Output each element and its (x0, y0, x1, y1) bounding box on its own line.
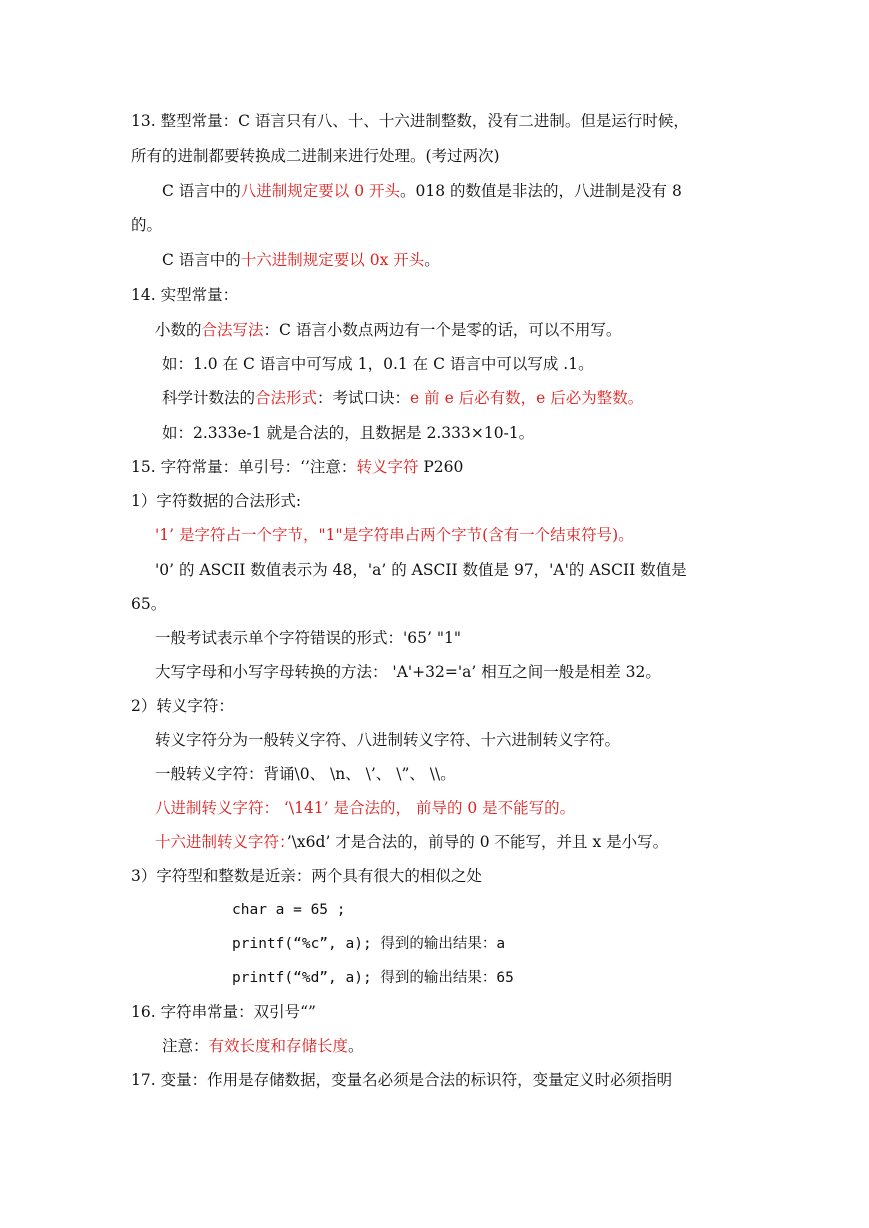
char-legal-form-heading: 1）字符数据的合法形式: (131, 492, 302, 510)
ascii-values-continuation: 65。 (131, 595, 167, 613)
item-17-heading: 17. 变量：作用是存储数据，变量名必须是合法的标识符，变量定义时必须指明 (131, 1071, 673, 1089)
code-line-3: printf(“%d”, a); 得到的输出结果：65 (232, 970, 514, 986)
scientific-rule-line (162, 388, 643, 408)
item-13-line1: 13. 整型常量：C 语言只有八、十、十六进制整数，没有二进制。但是运行时候， (131, 112, 689, 130)
char-vs-string-note: '1’ 是字符占一个字节，"1"是字符串占两个字节(含有一个结束符号)。 (155, 526, 634, 544)
char-error-form: 一般考试表示单个字符错误的形式：'65’ "1" (155, 629, 461, 647)
scientific-example: 如：2.333e-1 就是合法的，且数据是 2.333×10-1。 (162, 424, 535, 442)
string-length-highlight: 有效长度和存储长度 (208, 1037, 349, 1055)
hex-escape-line (155, 832, 668, 852)
escape-chars-types: 转义字符分为一般转义字符、八进制转义字符、十六进制转义字符。 (155, 731, 621, 749)
string-note-prefix: 注意： (162, 1037, 209, 1055)
ascii-values-line: '0’ 的 ASCII 数值表示为 48，'a’ 的 ASCII 数值是 97，'A'的 ASCII 数值是 (155, 561, 687, 579)
string-length-note (162, 1036, 364, 1056)
scientific-rule-prefix: 科学计数法的 (162, 389, 256, 407)
scientific-rule-mnemonic: e 前 e 后必有数，e 后必为整数。 (410, 389, 644, 407)
octal-rule-suffix: 。018 的数值是非法的，八进制是没有 8 (400, 182, 682, 200)
item-16-heading: 16. 字符串常量：双引号“” (131, 1003, 316, 1021)
octal-rule-continuation: 的。 (131, 216, 163, 234)
string-note-suffix: 。 (348, 1037, 364, 1055)
scientific-rule-mid: ：考试口诀： (317, 389, 411, 407)
decimal-rule-suffix: ：C 语言小数点两边有一个是零的话，可以不用写。 (263, 321, 622, 339)
code-line-1: char a = 65 ; (232, 902, 346, 918)
decimal-rule-prefix: 小数的 (155, 321, 202, 339)
octal-rule-prefix: C 语言中的 (162, 182, 241, 200)
char-int-relation: 3）字符型和整数是近亲：两个具有很大的相似之处 (131, 867, 482, 885)
hex-rule-highlight: 十六进制规定要以 0x 开头 (240, 251, 425, 269)
decimal-rule-highlight: 合法写法 (201, 321, 264, 339)
hex-rule-prefix: C 语言中的 (162, 251, 241, 269)
octal-escape-chars: 八进制转义字符： ‘\141’ 是合法的， 前导的 0 是不能写的。 (155, 799, 576, 817)
decimal-rule-line (155, 320, 621, 340)
item-14-heading: 14. 实型常量： (131, 286, 239, 304)
general-escape-chars: 一般转义字符：背诵\0、 \n、 \’、 \”、 \\。 (155, 765, 456, 783)
decimal-example: 如：1.0 在 C 语言中可写成 1，0.1 在 C 语言中可以写成 .1。 (162, 355, 594, 373)
escape-chars-heading: 2）转义字符： (131, 697, 234, 715)
escape-char-highlight: 转义字符 (356, 458, 419, 476)
item-15-page-ref: P260 (418, 458, 464, 476)
item-15-heading (131, 457, 463, 477)
hex-escape-label: 十六进制转义字符： (155, 833, 287, 851)
hex-rule-suffix: 。 (424, 251, 440, 269)
octal-rule-line (162, 181, 682, 201)
item-15-prefix: 15. 字符常量：单引号：‘’注意： (131, 458, 357, 476)
code-line-2: printf(“%c”, a); 得到的输出结果：a (232, 936, 506, 952)
item-13-line2: 所有的进制都要转换成二进制来进行处理。(考过两次) (131, 147, 500, 165)
hex-escape-text: ’\x6d’ 才是合法的，前导的 0 不能写，并且 x 是小写。 (286, 833, 669, 851)
case-conversion: 大写字母和小写字母转换的方法： 'A'+32='a’ 相互之间一般是相差 32。 (155, 663, 661, 681)
octal-rule-highlight: 八进制规定要以 0 开头 (240, 182, 401, 200)
hex-rule-line (162, 250, 440, 270)
scientific-rule-highlight: 合法形式 (255, 389, 318, 407)
